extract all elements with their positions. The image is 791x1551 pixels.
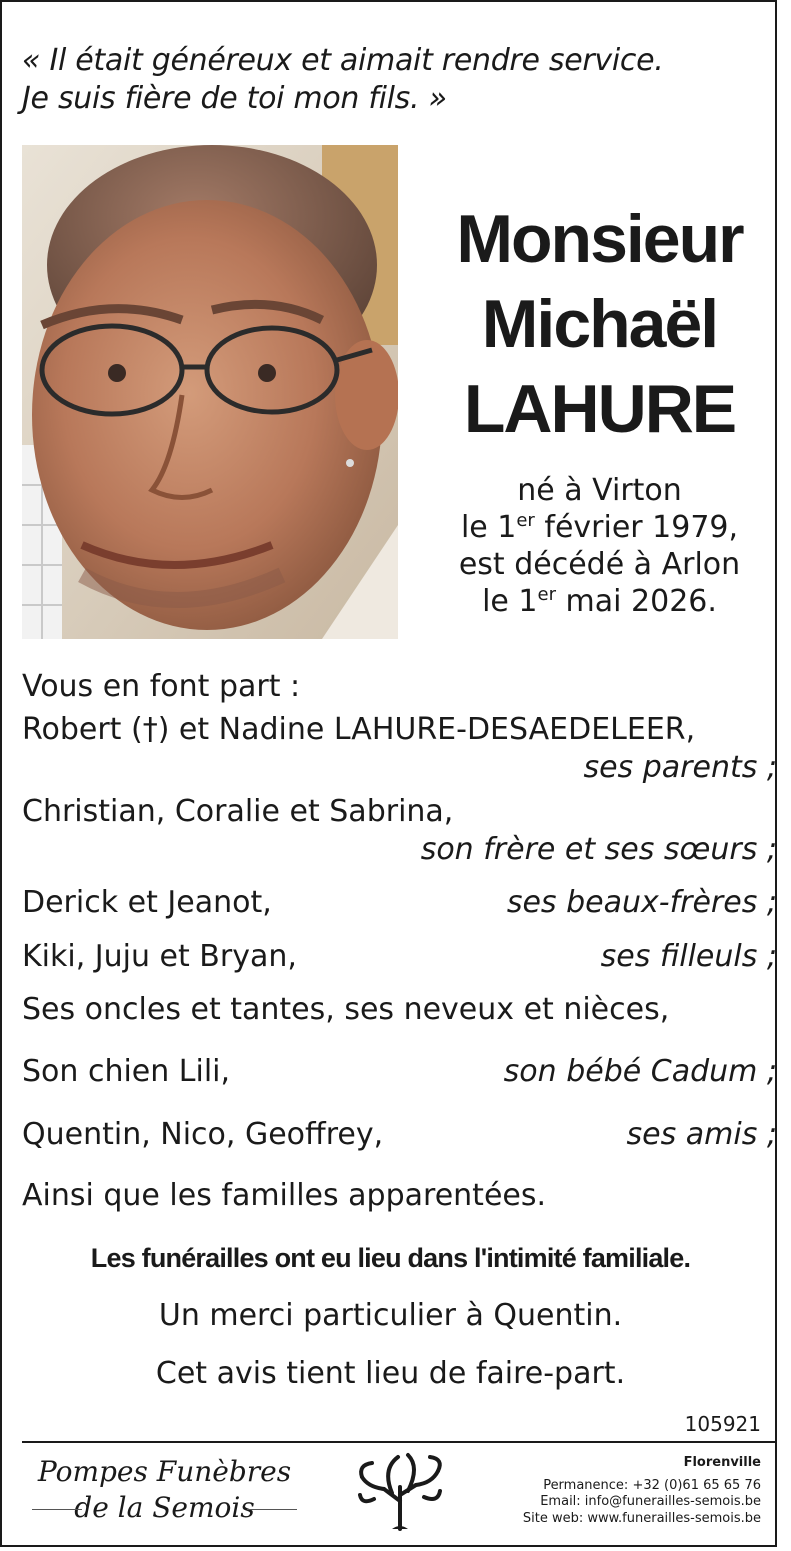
reference-number: 105921: [684, 1412, 761, 1436]
footer-divider: [22, 1441, 775, 1443]
deceased-title: Monsieur: [456, 201, 743, 277]
deceased-first-name: Michaël: [481, 286, 718, 362]
quote-line-1: « Il était généreux et aimait rendre service.: [22, 43, 664, 78]
contact-city: Florenville: [683, 1455, 761, 1470]
birth-death-details: [407, 472, 791, 620]
funeral-note: Les funérailles ont eu lieu dans l'intimité familiale.: [90, 1243, 691, 1273]
contact-phone: Permanence: +32 (0)61 65 65 76: [543, 1477, 761, 1493]
deceased-last-name: LAHURE: [463, 371, 736, 447]
brand-dash-right: [247, 1509, 297, 1510]
notice-note: Cet avis tient lieu de faire-part.: [155, 1356, 626, 1391]
epitaph-quote: [22, 42, 663, 118]
contact-email[interactable]: Email: info@funerailles-semois.be: [540, 1494, 761, 1509]
birth-date: le 1er février 1979,: [460, 510, 739, 545]
birth-place: né à Virton: [517, 473, 682, 508]
death-place: est décédé à Arlon: [458, 547, 741, 582]
thanks-note: Un merci particulier à Quentin.: [158, 1298, 623, 1333]
contact-website[interactable]: Site web: www.funerailles-semois.be: [522, 1510, 761, 1526]
portrait-photo: [22, 145, 398, 639]
death-date: le 1er mai 2026.: [482, 584, 717, 619]
funeral-home-contact: [431, 1455, 761, 1527]
funeral-home-brand: [32, 1454, 297, 1526]
quote-line-2: Je suis fière de toi mon fils. »: [22, 81, 447, 116]
deceased-name: [407, 197, 791, 452]
brand-line-2: de la Semois: [74, 1491, 255, 1524]
brand-line-1: Pompes Funèbres: [37, 1455, 292, 1488]
obituary-notice: « Il était généreux et aimait rendre service. Je suis fière de toi mon fils. » Monsieur Michaël LAHURE né à Virton le 1er février 1979, est décédé à Arlon le 1er mai 2026. Vous en font part : Robert (†) et Nadine LAHURE-DESAEDELEER, ses parents ; Christian, Coralie et Sabrina, son frère et ses sœurs ; Derick et Jeanot, ses beaux-frères ; Kiki, Juju et Bryan, ses filleuls ; Ses oncles et tantes, ses neveux et nièces, Son chien Lili, son bébé Cadum ; Quentin, Nico, Geoffrey, ses amis ; Ainsi que les familles apparentées. Les funérailles ont eu lieu dans l'intimité familiale. Un merci particulier à Quentin. Cet avis tient lieu de faire-part. 105921 Pompes Funèbres de la Semois Florenville Permanence: +32 (0)61 65 65 76 Email: info@funerailles-semois.be Site web: www.funerailles-semois.be: [0, 0, 777, 1547]
brand-dash-left: [32, 1509, 82, 1510]
